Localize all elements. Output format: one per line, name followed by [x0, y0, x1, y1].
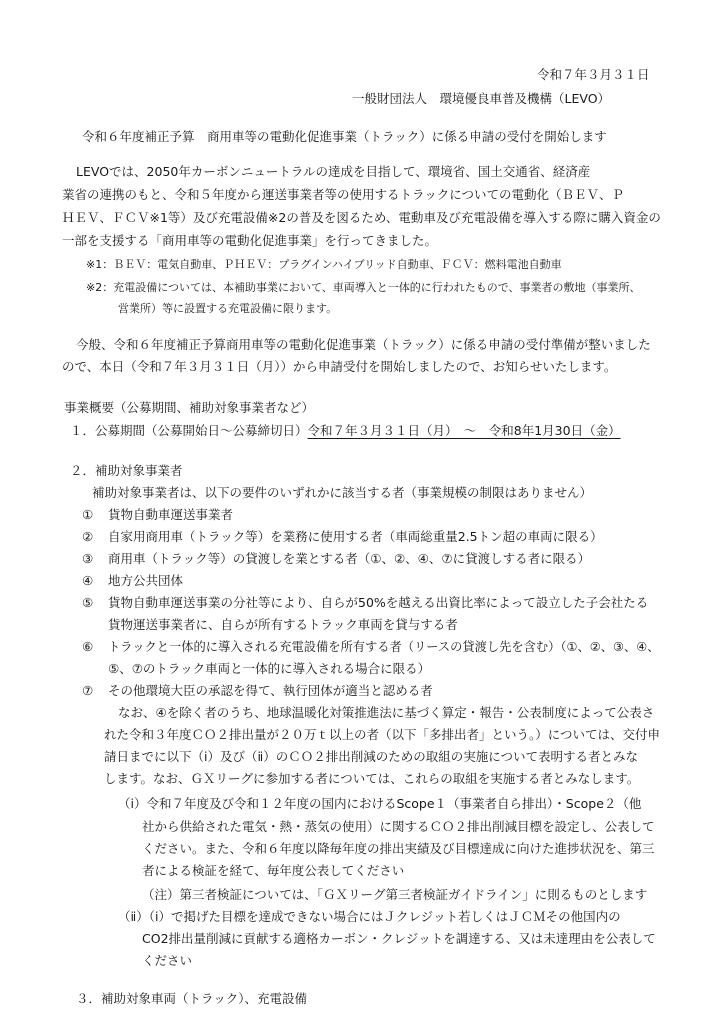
eligible-item: 商用車（トラック等）の貸渡しを業とする者（①、②、④、⑦に貸渡しする者に限る） — [108, 551, 591, 566]
gx-line: します。なお、ＧＸリーグに参加する者については、これらの取組を実施する者とみなします。 — [104, 771, 640, 786]
application-period — [70, 422, 621, 440]
issuing-organization: 一般財団法人 環境優良車普及機構（LEVO） — [352, 91, 611, 106]
gx-item-ii-line: （ⅱ）（ⅰ）で掲げた目標を達成できない場合にはＪクレジット若しくはＪＣＭその他国内の — [118, 909, 621, 924]
page-title: 令和６年度補正予算 商用車等の電動化促進事業（トラック）に係る申請の受付を開始します — [82, 129, 607, 144]
gx-line: れた令和３年度ＣＯ２排出量が２０万ｔ以上の者（以下「多排出者」という。）については、交付申 — [104, 727, 661, 742]
issue-date: 令和７年３月３１日 — [537, 67, 650, 82]
intro-line: ＨＥＶ、ＦＣＶ※1等）及び充電設備※2の普及を図るため、電動車及び充電設備を導入する際に購入資金の — [62, 210, 661, 225]
item-number: ⑦ — [82, 683, 94, 698]
item-number: ④ — [82, 573, 94, 588]
gx-item-i-line: 社から供給された電気・熱・蒸気の使用）に関するＣＯ２排出削減目標を設定し、公表して — [142, 819, 655, 834]
footnote-1: ※1：ＢＥＶ：電気自動車、ＰＨＥＶ：プラグインハイブリッド自動車、ＦＣＶ：燃料電池自動車 — [86, 258, 562, 271]
item-number: ① — [82, 507, 94, 522]
eligible-item: その他環境大臣の承認を得て、執行団体が適当と認める者 — [108, 683, 433, 698]
section-2-heading: ２．補助対象事業者 — [70, 463, 183, 478]
section-2-lead: 補助対象事業者は、以下の要件のいずれかに該当する者（事業規模の制限はありません） — [92, 485, 593, 500]
gx-item-i-line: ください。また、令和６年度以降毎年度の排出実績及び目標達成に向けた進捗状況を、第三 — [142, 841, 655, 856]
intro-line: 業省の連携のもと、令和５年度から運送事業者等の使用するトラックについての電動化（ＢＥＶ、Ｐ — [62, 187, 625, 202]
announce-line: ので、本日（令和７年３月３１日（月））から申請受付を開始しましたので、お知らせいたします。 — [62, 359, 617, 374]
eligible-item-continued: 貨物運送事業者に、自らが所有するトラック車両を貸与する者 — [108, 617, 458, 632]
footnote-2-line: ※2：充電設備については、本補助事業において、車両導入と一体的に行われたもので、事業者の敷地（事業所、 — [86, 281, 641, 294]
gx-item-ii-line: CO2排出量削減に貢献する適格カーボン・クレジットを調達する、又は未達理由を公表して — [142, 931, 656, 946]
gx-line: なお、④を除く者のうち、地球温暖化対策推進法に基づく算定・報告・公表制度によって公表さ — [118, 705, 655, 720]
gx-note: （注）第三者検証については、「ＧＸリーグ第三者検証ガイドライン」に則るものとします — [142, 887, 648, 902]
period-value: 令和７年３月３１日（月） ～ 令和8年1月30日（金） — [307, 423, 621, 438]
gx-item-i-line: （ⅰ）令和７年度及び令和１２年度の国内におけるScope１（事業者自ら排出）・Scope２（他 — [118, 796, 642, 811]
eligible-item: トラックと一体的に導入される充電設備を所有する者（リースの貸渡し先を含む）（①、②、③、④、 — [108, 640, 660, 654]
eligible-item: 貨物自動車運送事業者 — [108, 507, 234, 522]
intro-line: 一部を支援する「商用車等の電動化促進事業」を行ってきました。 — [62, 233, 438, 248]
section-3-heading: ３．補助対象車両（トラック）、充電設備 — [76, 991, 308, 1006]
item-number: ② — [82, 529, 94, 544]
item-number: ⑤ — [82, 595, 94, 610]
gx-line: 請日までに以下（ⅰ）及び（ⅱ）のＣＯ２排出削減のための取組の実施について表明する者とみな — [104, 749, 638, 764]
eligible-item: 自家用商用車（トラック等）を業務に使用する者（車両総重量2.5トン超の車両に限る） — [108, 529, 603, 544]
overview-heading: 事業概要（公募期間、補助対象事業者など） — [64, 400, 315, 415]
announce-line: 今般、令和６年度補正予算商用車等の電動化促進事業（トラック）に係る申請の受付準備が整いました — [76, 337, 651, 352]
item-number: ③ — [82, 551, 94, 566]
eligible-item: 貨物自動車運送事業の分社等により、自らが50%を越える出資比率によって設立した子会社たる — [108, 595, 649, 610]
eligible-item: 地方公共団体 — [108, 573, 184, 588]
item-number: ⑥ — [82, 639, 94, 654]
intro-line: LEVOでは、2050年カーボンニュートラルの達成を目指して、環境省、国土交通省、経済産 — [76, 164, 591, 179]
period-label: １．公募期間（公募開始日～公募締切日） — [70, 423, 308, 438]
eligible-item-continued: ⑤、⑦のトラック車両と一体的に導入される場合に限る） — [108, 661, 431, 676]
gx-item-i-line: 者による検証を経て、毎年度公表してください — [142, 863, 405, 878]
gx-item-ii-line: ください — [142, 953, 193, 968]
footnote-2-line: 営業所）等に設置する充電設備に限ります。 — [118, 302, 338, 315]
